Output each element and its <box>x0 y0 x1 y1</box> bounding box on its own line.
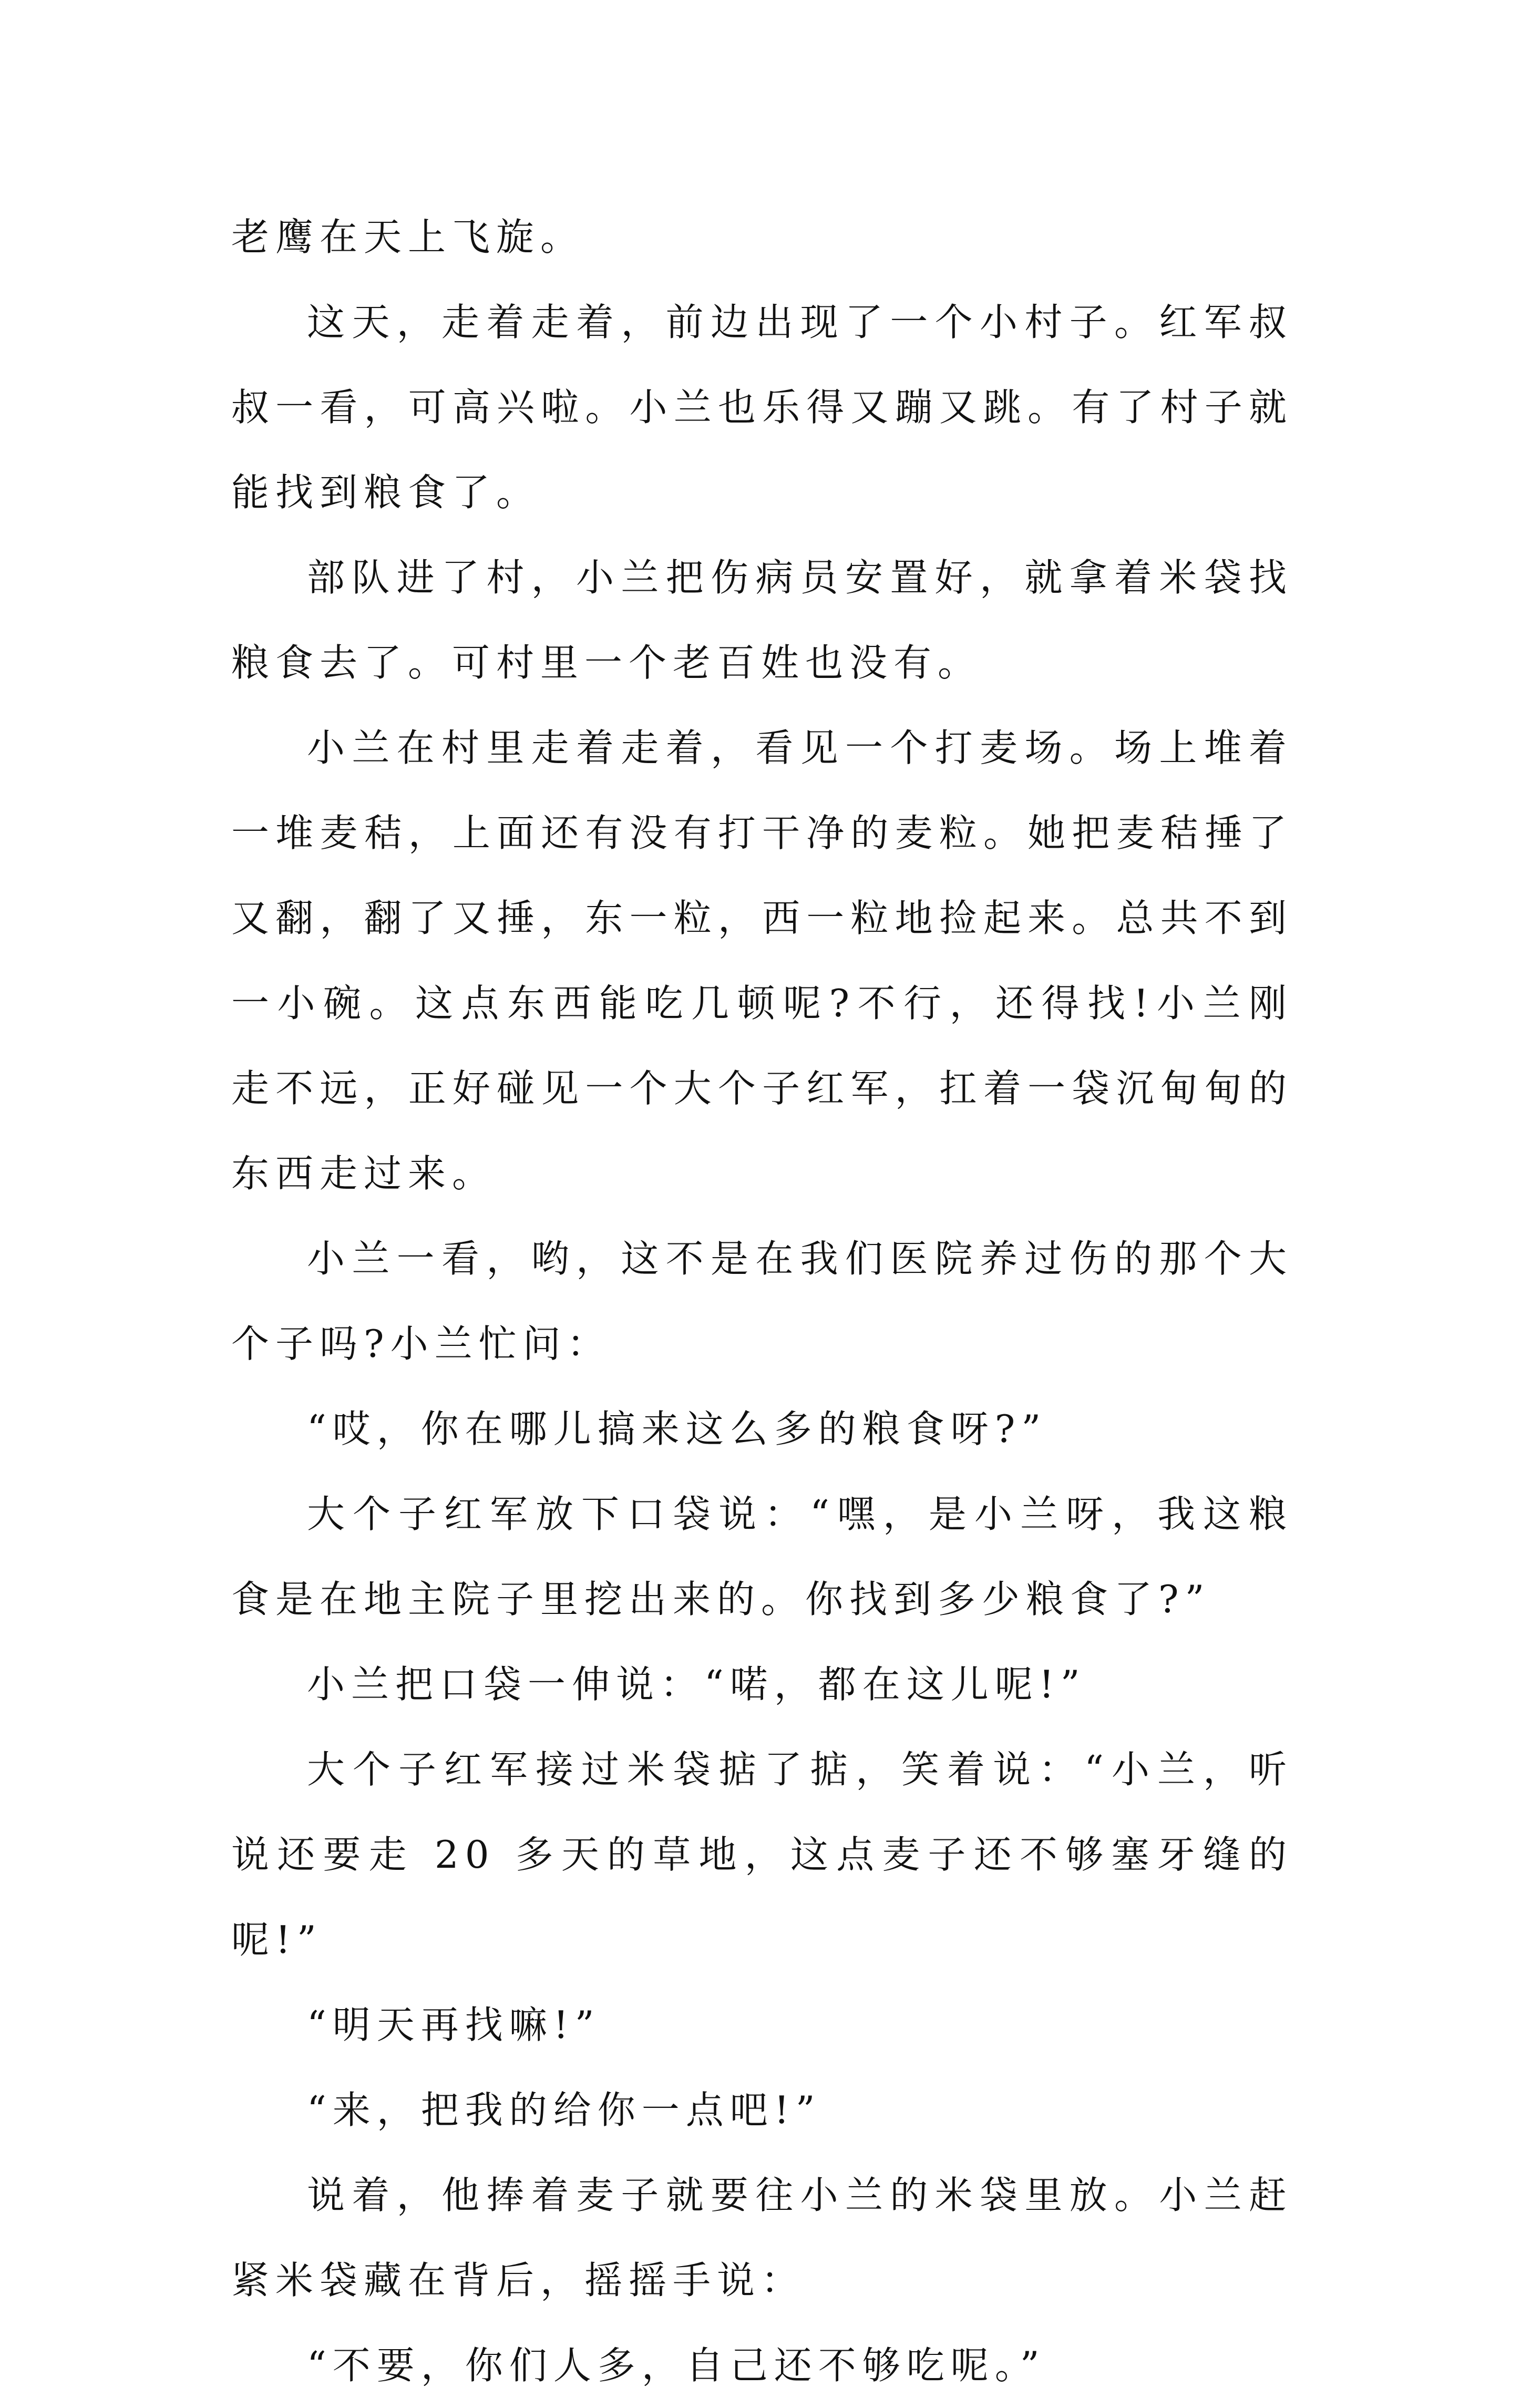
paragraph: 小兰在村里走着走着，看见一个打麦场。场上堆着一堆麦秸，上面还有没有打干净的麦粒。她把麦秸捶了又翻，翻了又捶，东一粒，西一粒地捡起来。总共不到一小碗。这点东西能吃几顿呢?不行，还得找!小兰刚走不远，正好碰见一个大个子红军，扛着一袋沉甸甸的东西走过来。 <box>231 726 1293 1196</box>
dialogue-paragraph: “不要，你们人多，自己还不够吃呢。” <box>307 2343 1046 2388</box>
dialogue-paragraph: “来，把我的给你一点吧!” <box>307 2088 821 2132</box>
paragraph: 小兰一看，哟，这不是在我们医院养过伤的那个大个子吗?小兰忙问： <box>231 1237 1293 1366</box>
paragraph: 大个子红军接过米袋掂了掂，笑着说：“小兰，听说还要走 20 多天的草地，这点麦子还不够塞牙缝的呢!” <box>231 1747 1293 1962</box>
paragraph: 部队进了村，小兰把伤病员安置好，就拿着米袋找粮食去了。可村里一个老百姓也没有。 <box>231 555 1293 685</box>
paragraph-continuation: 老鹰在天上飞旋。 <box>231 215 585 259</box>
paragraph: 这天，走着走着，前边出现了一个小村子。红军叔叔一看，可高兴啦。小兰也乐得又蹦又跳。有了村子就能找到粮食了。 <box>231 300 1293 514</box>
dialogue-paragraph: “明天再找嘛!” <box>307 2003 601 2047</box>
story-text <box>231 194 1293 2408</box>
paragraph: 小兰把口袋一伸说：“喏，都在这儿呢!” <box>307 1662 1086 1706</box>
paragraph: 大个子红军放下口袋说：“嘿，是小兰呀，我这粮食是在地主院子里挖出来的。你找到多少粮食了?” <box>231 1492 1293 1621</box>
paragraph: 说着，他捧着麦子就要往小兰的米袋里放。小兰赶紧米袋藏在背后，摇摇手说： <box>231 2173 1293 2302</box>
dialogue-paragraph: “哎，你在哪儿搞来这么多的粮食呀?” <box>307 1407 1047 1451</box>
